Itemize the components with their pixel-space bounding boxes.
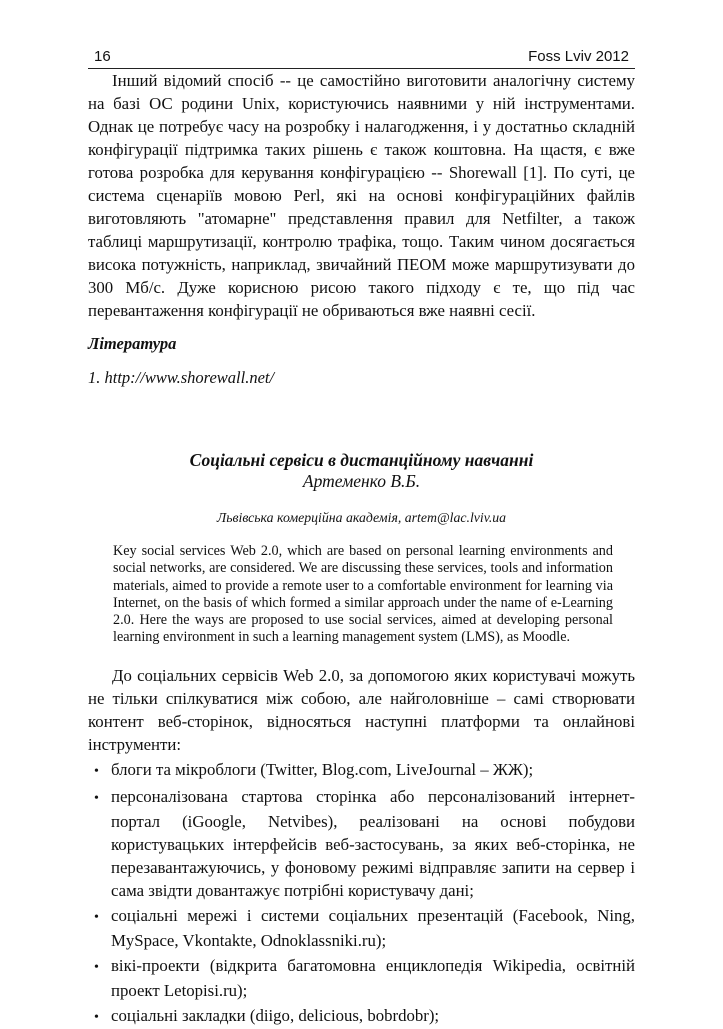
list-item: • соціальні закладки (diigo, delicious, bobrdobr); [88, 1004, 635, 1029]
bullet-list [88, 758, 635, 1029]
bullet-icon: • [94, 909, 99, 925]
bullet-icon: • [94, 763, 99, 779]
intro-paragraph: До соціальних сервісів Web 2.0, за допомогою яких користувачі можуть не тільки спілкуватися між собою, але найголовніше – самі створювати контент веб-сторінок, відносяться наступні платформи та онлайнові інструменти: [88, 665, 635, 754]
abstract: Key social services Web 2.0, which are based on personal learning environments and social networks, are considered. We are discussing these services, tools and information materials, aimed to provide a remote user to a comfortable environment for learning via Internet, on the basis of which formed a similar approach under the name of e-Learning 2.0. Here the ways are proposed to use social services, aimed at developing personal learning environment in such a learning management system (LMS), as Moodle. [113, 543, 613, 646]
previous-article-paragraph: Інший відомий спосіб -- це самостійно виготовити аналогічну систему на базі ОС родини Unix, користуючись наявними у ній інструментами. Однак це потребує часу на розробку і налагодження, і у достатньо складній конфігурації підтримка таких рішень є також коштовна. На щастя, є вже готова розробка для керування конфігурацією -- Shorewall [1]. По суті, це система сценаріїв мовою Perl, які на основі конфігураційних файлів виготовляють "атомарне" представлення правил для Netfilter, а також таблиці маршрутизації, контролю трафіка, тощо. Таким чином досягається висока потужність, наприклад, звичайний ПЕОМ може маршрутизувати до 300 Мб/с. Дуже корисною рисою такого підходу є те, що під час перевантаження конфігурації не обриваються вже наявні сесії. [88, 71, 635, 320]
list-item: • персоналізована стартова сторінка або персоналізований інтернет-портал (iGoogle, Netvibes), реалізовані на основі побудови користувацьких інтерфейсів веб-застосувань, за яких веб-сторінка, не перезавантажуючись, у фоновому режимі відправляє запити на сервер і сама звідти довантажує потрібні користувачу дані; [94, 786, 635, 900]
article-affiliation: Львівська комерційна академія, artem@lac.lviv.ua [216, 510, 507, 525]
literature-heading: Література [88, 334, 177, 353]
running-header [88, 48, 635, 69]
list-item: • соціальні мережі і системи соціальних презентацій (Facebook, Ning, MySpace, Vkontakte, Odnoklassniki.ru); [94, 905, 635, 950]
literature-item: 1. http://www.shorewall.net/ [88, 368, 275, 387]
list-item: • блоги та мікроблоги (Twitter, Blog.com, LiveJournal – ЖЖ); [88, 758, 635, 783]
bullet-icon: • [94, 1009, 99, 1025]
list-item: • вікі-проекти (відкрита багатомовна енциклопедія Wikipedia, освітній проект Letopisi.ru); [94, 955, 635, 1000]
page [88, 48, 635, 1029]
bullet-icon: • [94, 959, 99, 975]
article-author: Артеменко В.Б. [302, 471, 421, 491]
page-number: 16 [94, 48, 111, 65]
article-title: Соціальні сервіси в дистанційному навчанні [189, 450, 534, 470]
bullet-icon: • [94, 790, 99, 806]
conference-name: Foss Lviv 2012 [528, 48, 629, 65]
